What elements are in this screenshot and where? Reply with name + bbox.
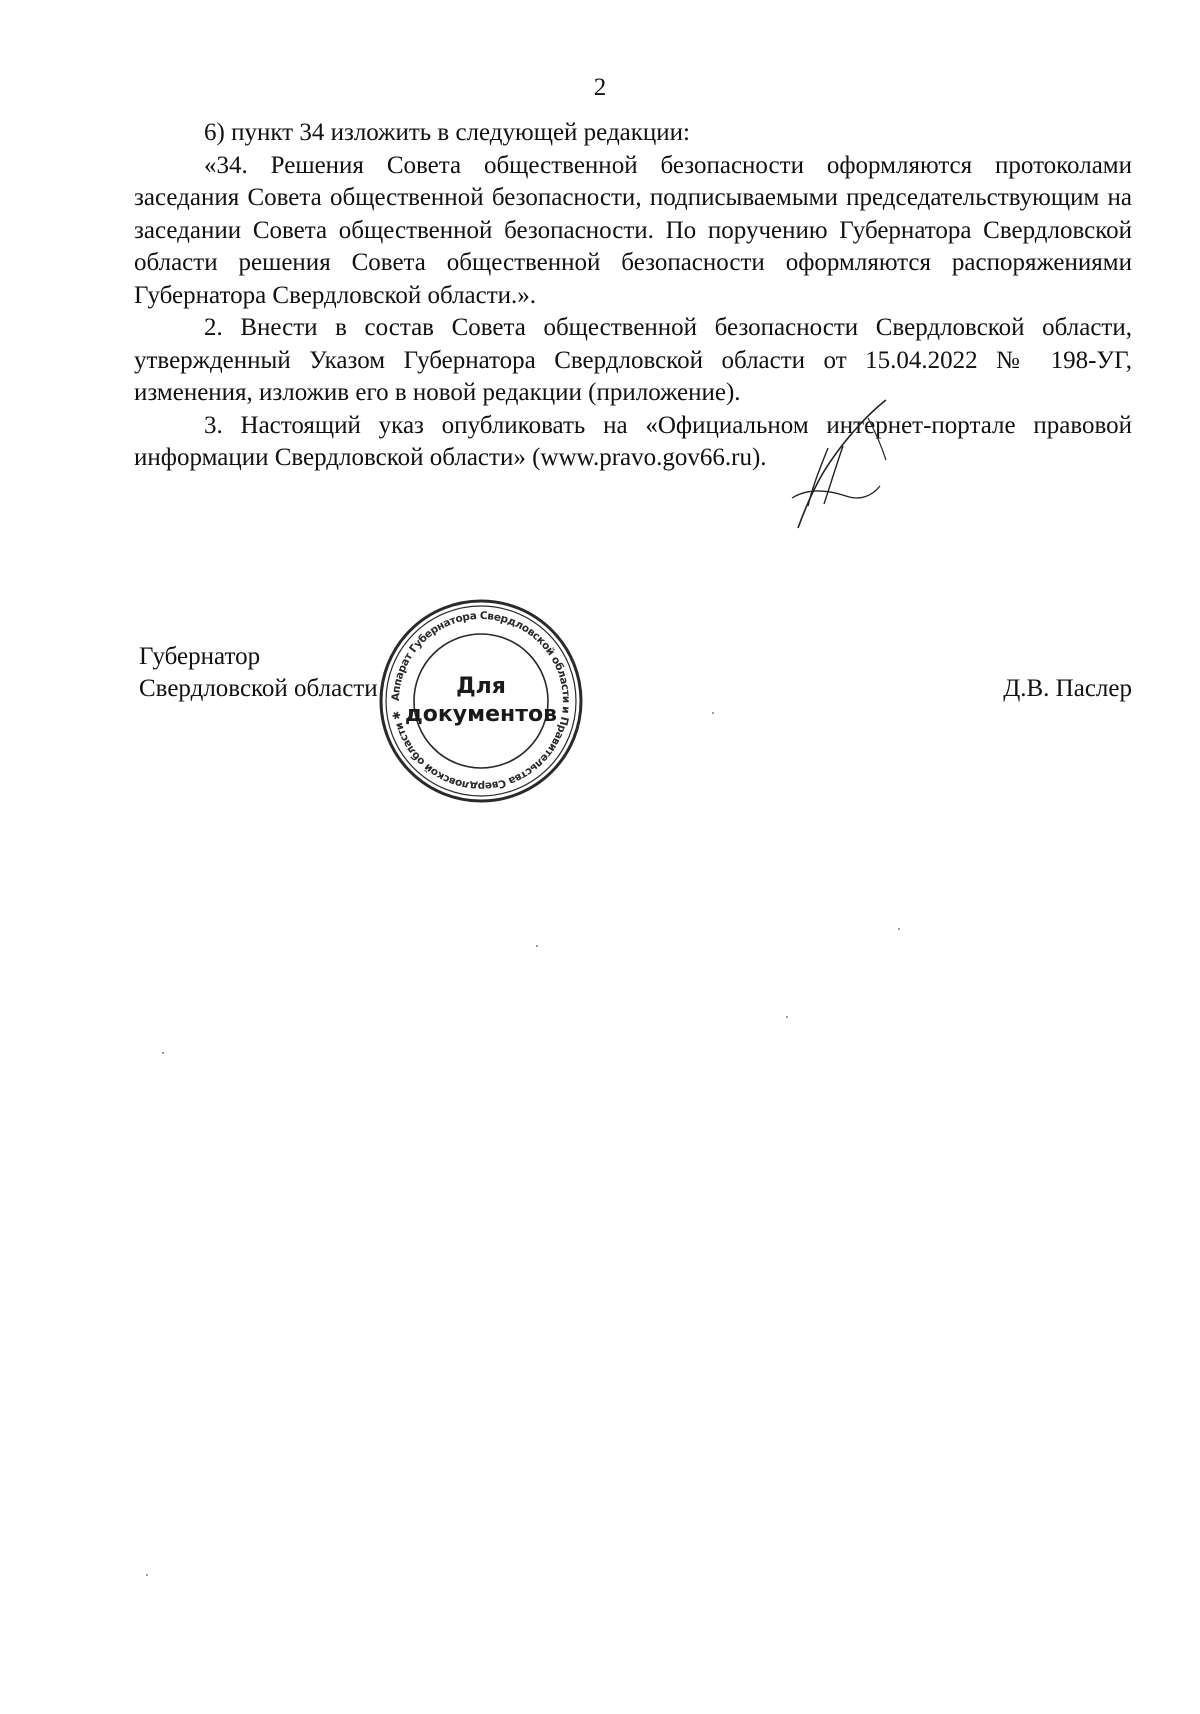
signer-name: Д.В. Паслер xyxy=(1003,675,1132,702)
paragraph-item-2: 2. Внести в состав Совета общественной безопасности Свердловской области, утвержденный Указом Губернатора Свердловской области от 15.04.2022 № 198-УГ, изменения, изложив его в новой редакции (приложение). xyxy=(134,314,1132,406)
paragraph-item-3: 3. Настоящий указ опубликовать на «Официальном интернет-портале правовой информации Свердловской области» (www.pravo.gov66.ru). xyxy=(134,411,1132,471)
signer-position-line2: Свердловской области xyxy=(139,675,378,702)
signature-block xyxy=(139,641,378,705)
handwritten-signature xyxy=(768,378,908,538)
scan-speck xyxy=(786,1016,788,1018)
scan-speck xyxy=(712,712,714,714)
scan-speck xyxy=(162,1052,164,1054)
page-number: 2 xyxy=(593,74,607,101)
stamp-center-line1: Для xyxy=(456,674,506,699)
scan-speck xyxy=(536,945,538,947)
document-body xyxy=(134,117,1132,475)
stamp-center-line2: документов xyxy=(404,702,558,727)
paragraph-clause-34: «34. Решения Совета общественной безопасности оформляются протоколами заседания Совета общественной безопасности, подписываемыми председательствующим на заседании Совета общественной безопасности. По поручению Губернатора Свердловской области решения Совета общественной безопасности оформляются распоряжениями Губернатора Свердловской области.». xyxy=(134,151,1132,309)
stamp-ring-text: Аппарат Губернатора Свердловской области и Правительства Свердловской области ✱ xyxy=(389,609,573,793)
scan-speck xyxy=(146,1574,148,1576)
paragraph-item-6: 6) пункт 34 изложить в следующей редакции: xyxy=(204,119,690,146)
signer-position-line1: Губернатор xyxy=(139,643,261,670)
scan-speck xyxy=(898,928,900,930)
official-stamp xyxy=(375,595,587,807)
